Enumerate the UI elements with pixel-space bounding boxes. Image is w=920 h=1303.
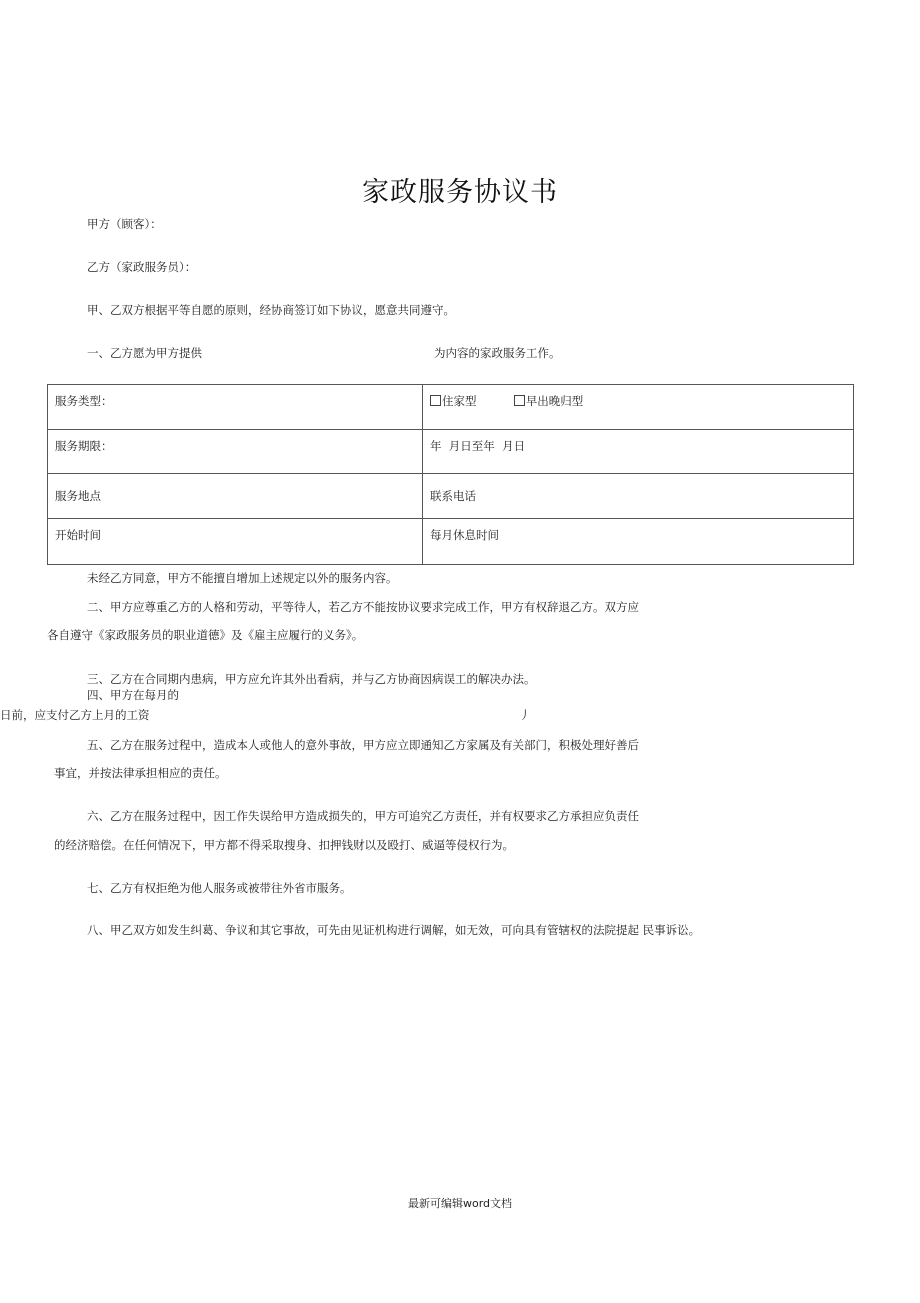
party-a-line: 甲方（顾客）： xyxy=(87,217,162,231)
clause-1-right: 为内容的家政服务工作。 xyxy=(434,346,561,360)
monthly-rest-label: 每月休息时间 xyxy=(423,519,854,565)
table-row xyxy=(48,385,854,430)
live-in-option-label: 住家型 xyxy=(442,394,477,408)
service-info-table xyxy=(47,384,854,565)
footer-text: 最新可编辑word文档 xyxy=(407,1197,513,1210)
live-in-checkbox[interactable] xyxy=(430,395,441,406)
service-location-label: 服务地点 xyxy=(48,474,423,519)
document-title: 家政服务协议书 xyxy=(362,177,558,208)
intro-paragraph: 甲、乙双方根据平等自愿的原则，经协商签订如下协议，愿意共同遵守。 xyxy=(87,303,455,317)
service-type-label: 服务类型： xyxy=(48,385,423,430)
clause-6-line-1: 六、乙方在服务过程中，因工作失误给甲方造成损失的，甲方可追究乙方责任，并有权要求乙方承担应负责任 xyxy=(87,809,639,823)
service-type-options xyxy=(423,385,854,430)
clause-1-left: 一、乙方愿为甲方提供 xyxy=(87,346,202,360)
table-row xyxy=(48,430,854,474)
clause-4-mark: 丿 xyxy=(519,708,531,722)
clause-5-line-2: 事宜，并按法律承担相应的责任。 xyxy=(54,766,227,780)
clause-5-line-1: 五、乙方在服务过程中，造成本人或他人的意外事故，甲方应立即通知乙方家属及有关部门，积极处理好善后 xyxy=(87,738,639,752)
clause-4-line-1: 四、甲方在每月的 xyxy=(87,688,179,702)
clause-2-line-2: 各自遵守《家政服务员的职业道德》及《雇主应履行的义务》。 xyxy=(47,628,364,642)
day-service-checkbox[interactable] xyxy=(514,395,525,406)
contact-phone-label: 联系电话 xyxy=(423,474,854,519)
clause-7: 七、乙方有权拒绝为他人服务或被带往外省市服务。 xyxy=(87,881,352,895)
clause-8: 八、甲乙双方如发生纠葛、争议和其它事故，可先由见证机构进行调解，如无效，可向具有管辖权的法院提起 民事诉讼。 xyxy=(87,923,701,937)
table-row xyxy=(48,519,854,565)
day-service-option-label: 早出晚归型 xyxy=(525,394,584,408)
table-note: 未经乙方同意，甲方不能擅自增加上述规定以外的服务内容。 xyxy=(87,571,398,585)
clause-2-line-1: 二、甲方应尊重乙方的人格和劳动，平等待人，若乙方不能按协议要求完成工作，甲方有权辞退乙方。双方应 xyxy=(87,600,639,614)
service-period-label: 服务期限： xyxy=(48,430,423,474)
service-period-value: 年 月日至年 月日 xyxy=(423,430,854,474)
party-b-line: 乙方（家政服务员）： xyxy=(87,260,197,274)
clause-6-line-2: 的经济赔偿。在任何情况下，甲方都不得采取搜身、扣押钱财以及殴打、威逼等侵权行为。 xyxy=(54,838,514,852)
clause-4-line-2: 日前，应支付乙方上月的工资 xyxy=(0,708,150,722)
table-row xyxy=(48,474,854,519)
clause-3: 三、乙方在合同期内患病，甲方应允许其外出看病，并与乙方协商因病误工的解决办法。 xyxy=(87,672,536,686)
start-time-label: 开始时间 xyxy=(48,519,423,565)
